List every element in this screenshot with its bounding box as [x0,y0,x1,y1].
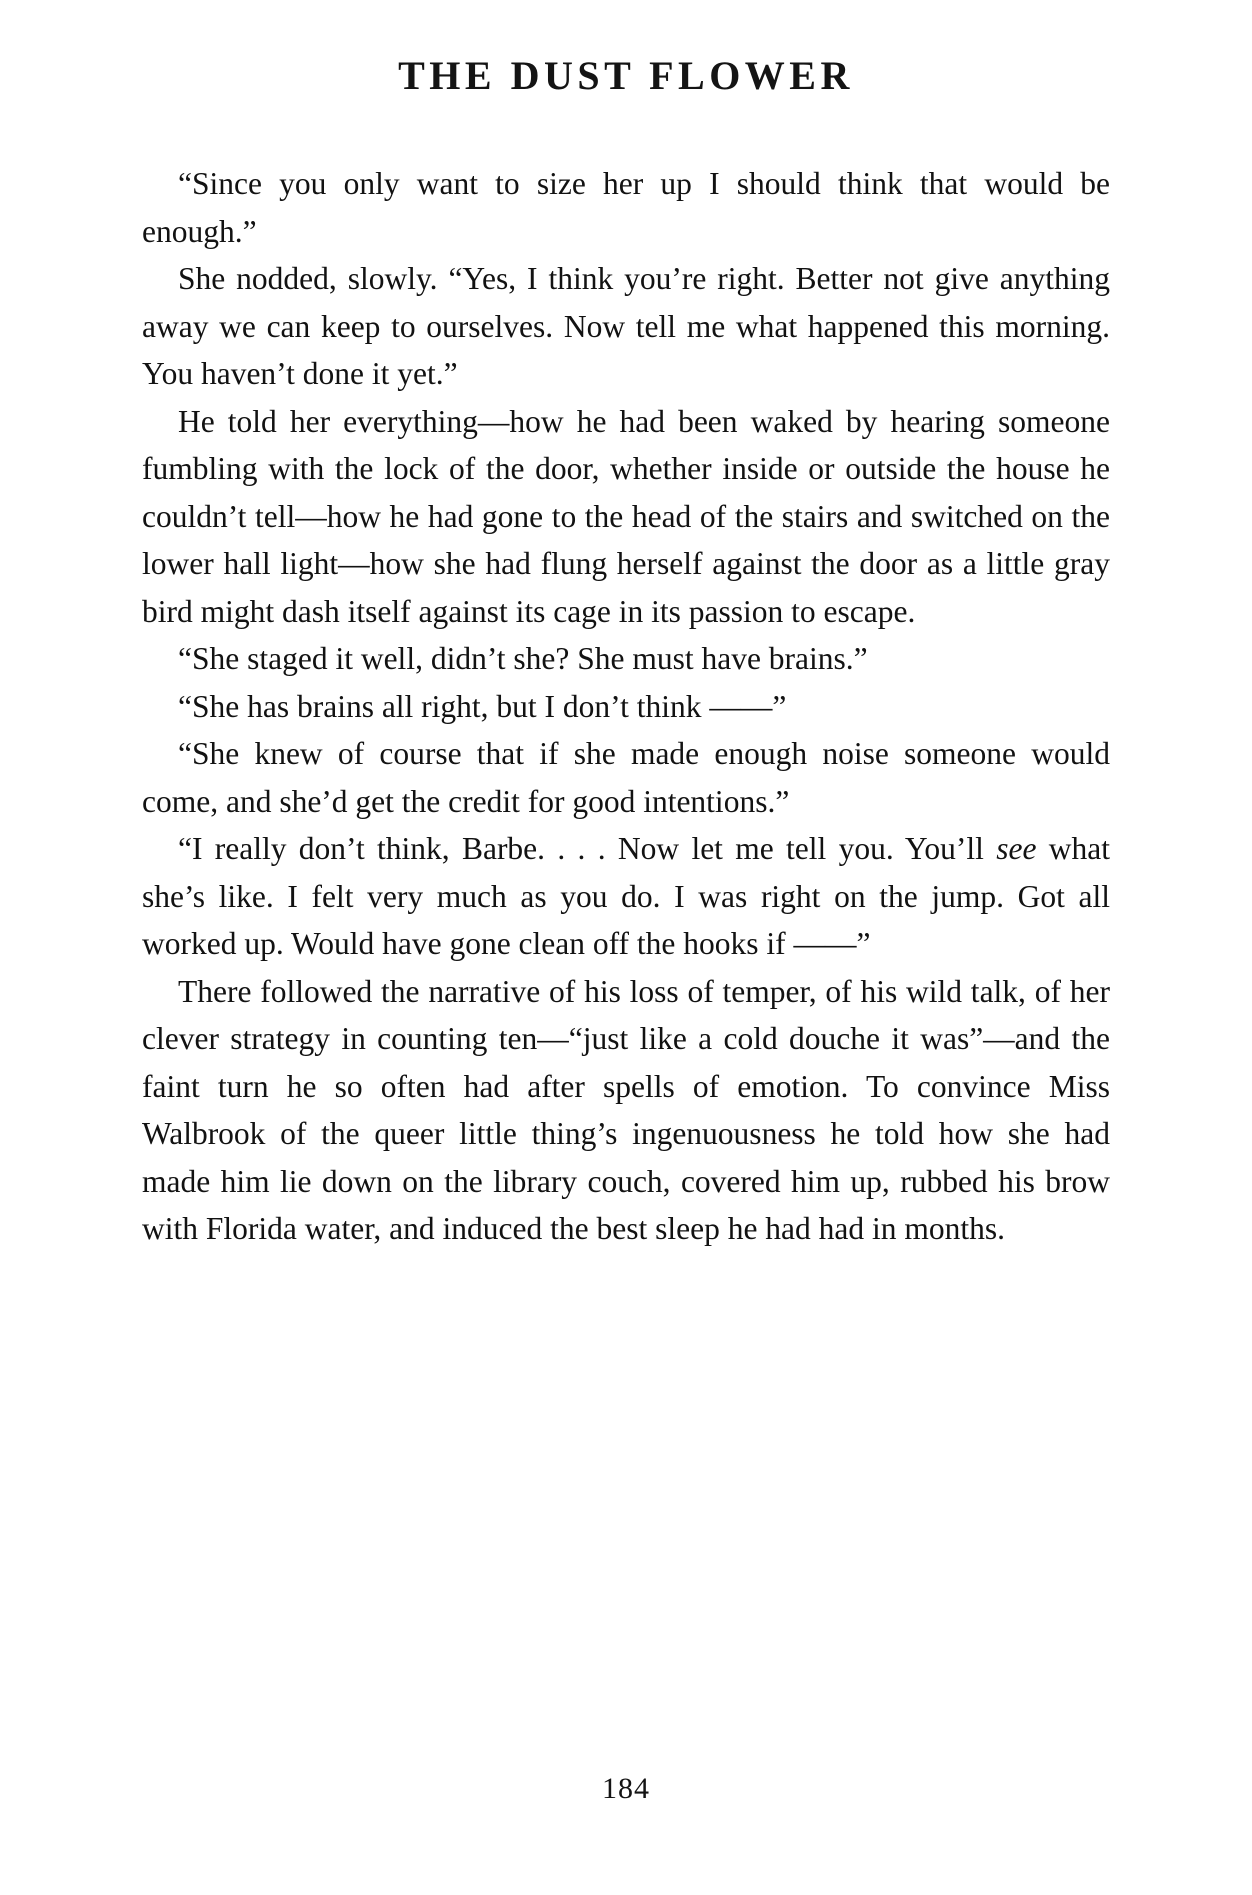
paragraph: “Since you only want to size her up I should think that would be enough.” [142,166,1110,249]
paragraph: There followed the narrative of his loss of temper, of his wild talk, of her clever strategy in counting ten—“just like a cold douche it was”—and the faint turn he so often had after spells of emotion. To convince Miss Walbrook of the queer little thing’s ingenuousness he told how she had made him lie down on the library couch, covered him up, rubbed his brow with Florida water, and induced the best sleep he had had in months. [142,973,1110,1246]
paragraph: “I really don’t think, Barbe. . . . Now let me tell you. You’ll see what she’s like. I felt very much as you do. I was right on the jump. Got all worked up. Would have gone clean off the hooks if ——” [142,831,1111,961]
paragraph: “She knew of course that if she made enough noise someone would come, and she’d get the credit for good intentions.” [142,736,1110,819]
paragraph: He told her everything—how he had been waked by hearing someone fumbling with the lock of the door, whether inside or outside the house he couldn’t tell—how he had gone to the head of the stairs and switched on the lower hall light—how she had flung herself against the door as a little gray bird might dash itself against its cage in its passion to escape. [142,403,1110,629]
page-running-head: THE DUST FLOWER [398,53,854,98]
page-number: 184 [602,1772,650,1805]
page-body-text [142,160,1110,1253]
paragraph: “She has brains all right, but I don’t think ——” [178,688,787,724]
paragraph: She nodded, slowly. “Yes, I think you’re right. Better not give anything away we can keep to ourselves. Now tell me what happened this morning. You haven’t done it yet.” [142,261,1110,391]
paragraph: “She staged it well, didn’t she? She must have brains.” [178,641,868,676]
